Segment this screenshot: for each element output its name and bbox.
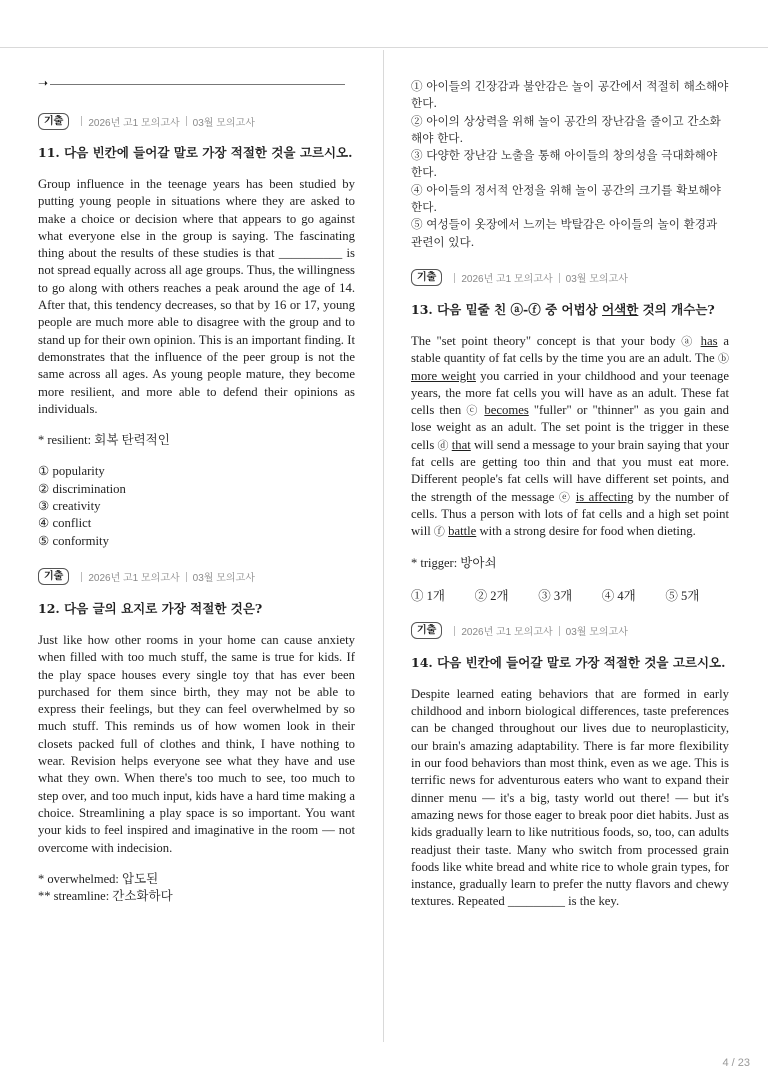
q11-choice[interactable]: ② discrimination [38,481,126,496]
q13-passage [411,333,729,541]
q12-passage: Just like how other rooms in your home can cause anxiety when filled with too much stuff, the same is true for kids. If the play space houses every single toy that has ever been purchased for them since birth, they may not be able to express their feelings, but they can feel overwhelmed by so much stuff. This reminds us of how women look in their closets packed full of clothes and think, I have nothing to wear. Revision helps everyone see what they have and use what they own. When there's too much to see, too much to step over, and too much input, kids have a hard time making a choice. Streamlining a play space is so important. You want your kids to feel inspired and imaginative in the room — not overcome with indecision. [38,632,355,855]
q13-text: a stable quantity of fat cells by the time you are an adult. The [411,333,729,366]
q13-text: The "set point theory" concept is that your body [411,333,682,348]
q13-choices [411,586,729,604]
q12-choice[interactable]: ③ 다양한 장난감 노출을 통해 아이들의 창의성을 극대화해야 한다. [411,148,718,180]
q13-marker-c: ⓒ [466,404,480,418]
q13-choice[interactable]: ③ 3개 [538,588,573,603]
q13-note: * trigger: 방아쇠 [411,555,497,570]
separator [186,116,187,126]
q13-title-emphasis: 어색한 [602,301,639,317]
q12-title: 12. 다음 글의 요지로 가장 적절한 것은? [38,600,263,616]
q11-note: * resilient: 회복 탄력적인 [38,433,170,448]
q13-underline-d: that [451,437,471,452]
q12-badge: 기출 [38,568,69,585]
header-rule [0,47,768,48]
q13-text: "fuller" or "thinner" as you gain and lose weight as an adult. The set point is the trigger in these cells [411,403,729,452]
separator [81,116,82,126]
q13-choice[interactable]: ⑤ 5개 [665,588,700,603]
left-column [38,76,355,919]
q11-choice[interactable]: ④ conflict [38,516,92,531]
q11-exam: 03월 모의고사 [192,117,255,129]
q12-choice[interactable]: ② 아이의 상상력을 위해 놀이 공간의 장난감을 줄이고 간소화해야 한다. [411,113,721,145]
q13-choice[interactable]: ④ 4개 [601,588,636,603]
q13-marker-b: ⓑ [718,352,729,366]
q13-badge: 기출 [411,269,442,286]
q13-text: you carried in your childhood and your teenage years, the more fat cells you will have as an adult. These fat cells then [411,368,729,418]
q13-title-end: 것의 개수는? [638,301,715,317]
q13-marker-d: ⓓ [437,438,449,452]
separator [454,626,455,636]
q14-exam: 03월 모의고사 [565,627,628,639]
q12-source: 2026년 고1 모의고사 [88,573,180,585]
q11-choice[interactable]: ③ creativity [38,499,101,514]
separator [559,626,560,636]
q12-choice[interactable]: ① 아이들의 긴장감과 불안감은 놀이 공간에서 적절히 해소해야 한다. [411,79,729,111]
q12-exam: 03월 모의고사 [192,573,255,585]
q13-tagline [411,269,729,287]
q13-text: with a strong desire for food when dieting. [476,524,696,539]
q11-choices [38,463,355,549]
q14-badge: 기출 [411,622,442,639]
answer-rule [50,84,345,85]
q11-choice[interactable]: ⑤ conformity [38,533,109,548]
q12-tagline [38,568,355,586]
q13-underline-f: battle [448,524,477,539]
page-number: 4 / 23 [722,1057,750,1069]
q14-source: 2026년 고1 모의고사 [461,627,553,639]
q14-tagline [411,622,729,640]
q12-note-2: ** streamline: 간소화하다 [38,889,173,904]
right-column [411,78,729,925]
q12-choices [411,78,729,251]
q13-text: by the number of cells. Thus a person with lots of fat cells and a high set point will [411,489,730,539]
q13-exam: 03월 모의고사 [565,274,628,286]
arrow-icon: ➝ [38,75,49,90]
separator [559,273,560,283]
q13-underline-c: becomes [484,403,529,418]
q11-source: 2026년 고1 모의고사 [88,117,180,129]
q13-underline-a: has [700,333,718,348]
column-divider [383,50,384,1042]
q11-badge: 기출 [38,113,69,130]
q13-marker-a: ⓐ [681,334,695,348]
q12-choice[interactable]: ⑤ 여성들이 옷장에서 느끼는 박탈감은 아이들의 놀이 환경과 관련이 있다. [411,217,718,249]
separator [186,572,187,582]
q14-passage: Despite learned eating behaviors that are formed in early childhood and inborn biological differences, taste preferences can be changed throughout our lives due to neuroplasticity, our brain's amazing adaptability. There is far more flexibility in our food behaviors than most think, even as we age. This is terrific news for adventurous eaters who want to expand their dinner menu — it's a big, tasty world out there! — but it's amazing news for those eager to break poor diet habits. Just as kids gradually learn to like nutritious foods, so, too, can adults readjust their taste. Many who switch from processed grain foods like white bread and white rice to whole grain types, for instance, gradually learn to prefer the nutty flavors and chewy textures. Repeated _________ is the key. [411,686,729,909]
q12-notes [38,871,355,906]
q11-tagline [38,112,355,130]
q13-underline-e: is affecting [575,489,634,504]
q13-underline-b: more weight [411,368,476,383]
q12-choice[interactable]: ④ 아이들의 정서적 안정을 위해 놀이 공간의 크기를 확보해야 한다. [411,182,721,215]
separator [81,572,82,582]
q13-title [411,301,729,319]
q13-marker-f: ⓕ [433,525,445,539]
q13-marker-e: ⓔ [558,490,572,504]
q11-passage: Group influence in the teenage years has been studied by putting young people in situations where they are asked to make a choice or decision where that appears to go against what everyone else in the group is saying. The fascinating thing about the results of these studies is that __________ is not spread equally across all age groups. Thus, the willingness to go along with others reaches a peak around the age of 14. After that, this tendency decreases, so that by 16 or 17, young people are much more able to disagree with the group and to stand up for their own opinion. This is an important finding. It demonstrates that the influence of the peer group is not the same across all ages. As young people mature, they become more resilient, and more able to defend their opinions as individuals. [38,177,355,416]
q12-note-1: * overwhelmed: 압도된 [38,871,159,886]
q13-source: 2026년 고1 모의고사 [461,274,553,286]
answer-line [38,76,355,90]
q13-choice[interactable]: ② 2개 [474,588,509,603]
q13-text: will send a message to your brain saying that your fat cells are getting too thin and that you must eat more. Different people's fat cells will have different set points, and the strength of the message [411,437,730,504]
q13-choice[interactable]: ① 1개 [411,588,445,603]
q11-choice[interactable]: ① popularity [38,464,105,479]
separator [454,273,455,283]
q14-title: 14. 다음 빈칸에 들어갈 말로 가장 적절한 것을 고르시오. [411,654,726,670]
q11-title: 11. 다음 빈칸에 들어갈 말로 가장 적절한 것을 고르시오. [38,145,353,160]
q13-title-start: 13. 다음 밑줄 친 ⓐ-ⓕ 중 어법상 [411,301,603,317]
